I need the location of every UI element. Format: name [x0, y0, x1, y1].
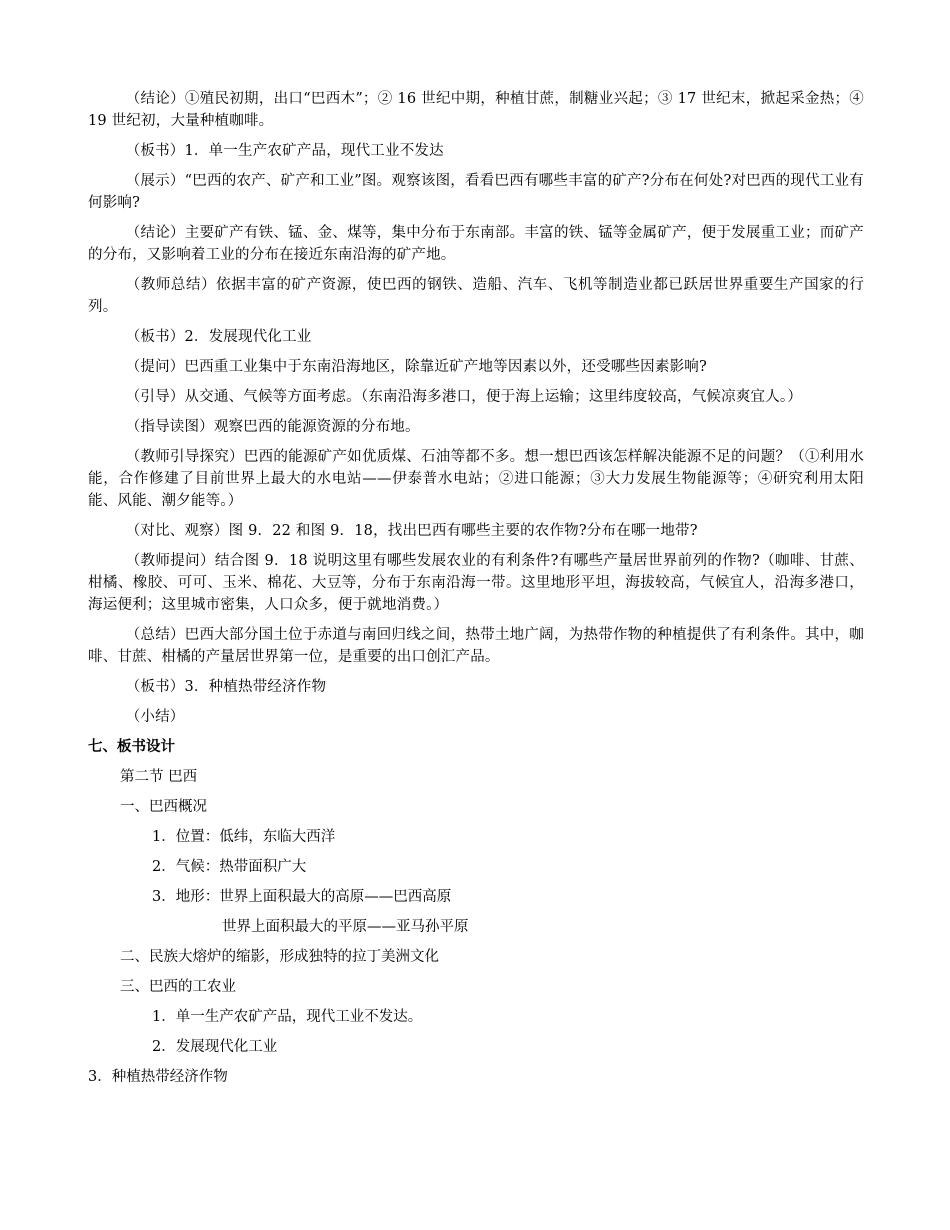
paragraph-teacher-summary: （教师总结）依据丰富的矿产资源，使巴西的钢铁、造船、汽车、飞机等制造业都已跃居世界重要生产国家的行列。	[88, 277, 864, 315]
outline-subitem-location: 1．位置：低纬，东临大西洋	[152, 829, 336, 845]
paragraph-brief-summary: （小结）	[125, 709, 185, 725]
outline-subitem-tropical-crops: 3．种植热带经济作物	[88, 1069, 228, 1085]
paragraph-board-1: （板书）1．单一生产农矿产品，现代工业不发达	[125, 143, 444, 159]
paragraph-explore-energy: （教师引导探究）巴西的能源矿产如优质煤、石油等都不多。想一想巴西该怎样解决能源不足的问题？（①利用水能，合作修建了目前世界上最大的水电站——伊泰普水电站；②进口能源；③大力发展生物能源等；④研究利用太阳能、风能、潮夕能等。）	[88, 449, 864, 509]
paragraph-conclusion-minerals: （结论）主要矿产有铁、锰、金、煤等，集中分布于东南部。丰富的铁、锰等金属矿产，便于发展重工业；而矿产的分布，又影响着工业的分布在接近东南沿海的矿产地。	[88, 225, 864, 263]
section-heading-board-design: 七、板书设计	[88, 739, 175, 755]
outline-item-culture: 二、民族大熔炉的缩影，形成独特的拉丁美洲文化	[120, 949, 439, 965]
paragraph-question-industry: （提问）巴西重工业集中于东南沿海地区，除靠近矿产地等因素以外，还受哪些因素影响?	[125, 359, 707, 375]
outline-subitem-terrain: 3．地形：世界上面积最大的高原——巴西高原	[152, 889, 452, 905]
outline-subitem-plain: 世界上面积最大的平原——亚马孙平原	[222, 919, 469, 935]
paragraph-question-agriculture: （教师提问）结合图 9．18 说明这里有哪些发展农业的有利条件?有哪些产量居世界前列的作物?（咖啡、甘蔗、柑橘、橡胶、可可、玉米、棉花、大豆等，分布于东南沿海一带。这里地形平坦，海拔较高，气候宜人，沿海多港口，海运便利；这里城市密集，人口众多，便于就地消费。）	[88, 553, 864, 613]
outline-subitem-single-production: 1．单一生产农矿产品，现代工业不发达。	[152, 1009, 423, 1025]
outline-item-overview: 一、巴西概况	[120, 799, 207, 815]
paragraph-summary-crops: （总结）巴西大部分国土位于赤道与南回归线之间，热带土地广阔，为热带作物的种植提供了有利条件。其中，咖啡、甘蔗、柑橘的产量居世界第一位，是重要的出口创汇产品。	[88, 627, 864, 665]
outline-item-industry-agriculture: 三、巴西的工农业	[120, 979, 236, 995]
paragraph-guide: （引导）从交通、气候等方面考虑。（东南沿海多港口，便于海上运输；这里纬度较高，气候凉爽宜人。）	[125, 389, 803, 405]
paragraph-board-3: （板书）3．种植热带经济作物	[125, 679, 327, 695]
outline-subitem-climate: 2．气候：热带面积广大	[152, 859, 307, 875]
paragraph-board-2: （板书）2．发展现代化工业	[125, 329, 312, 345]
paragraph-show-map: （展示）“巴西的农产、矿产和工业”图。观察该图，看看巴西有哪些丰富的矿产?分布在何处?对巴西的现代工业有何影响?	[88, 173, 864, 211]
outline-subitem-modern-industry: 2．发展现代化工业	[152, 1039, 278, 1055]
paragraph-conclusion-history: （结论）①殖民初期，出口“巴西木”；② 16 世纪中期，种植甘蔗，制糖业兴起；③ 17 世纪末，掀起采金热；④ 19 世纪初，大量种植咖啡。	[88, 91, 864, 129]
paragraph-compare-observe: （对比、观察）图 9．22 和图 9．18，找出巴西有哪些主要的农作物?分布在哪一地带?	[125, 523, 698, 539]
document-page	[88, 88, 864, 1096]
outline-title: 第二节 巴西	[120, 769, 198, 785]
paragraph-read-map: （指导读图）观察巴西的能源资源的分布地。	[125, 419, 420, 435]
